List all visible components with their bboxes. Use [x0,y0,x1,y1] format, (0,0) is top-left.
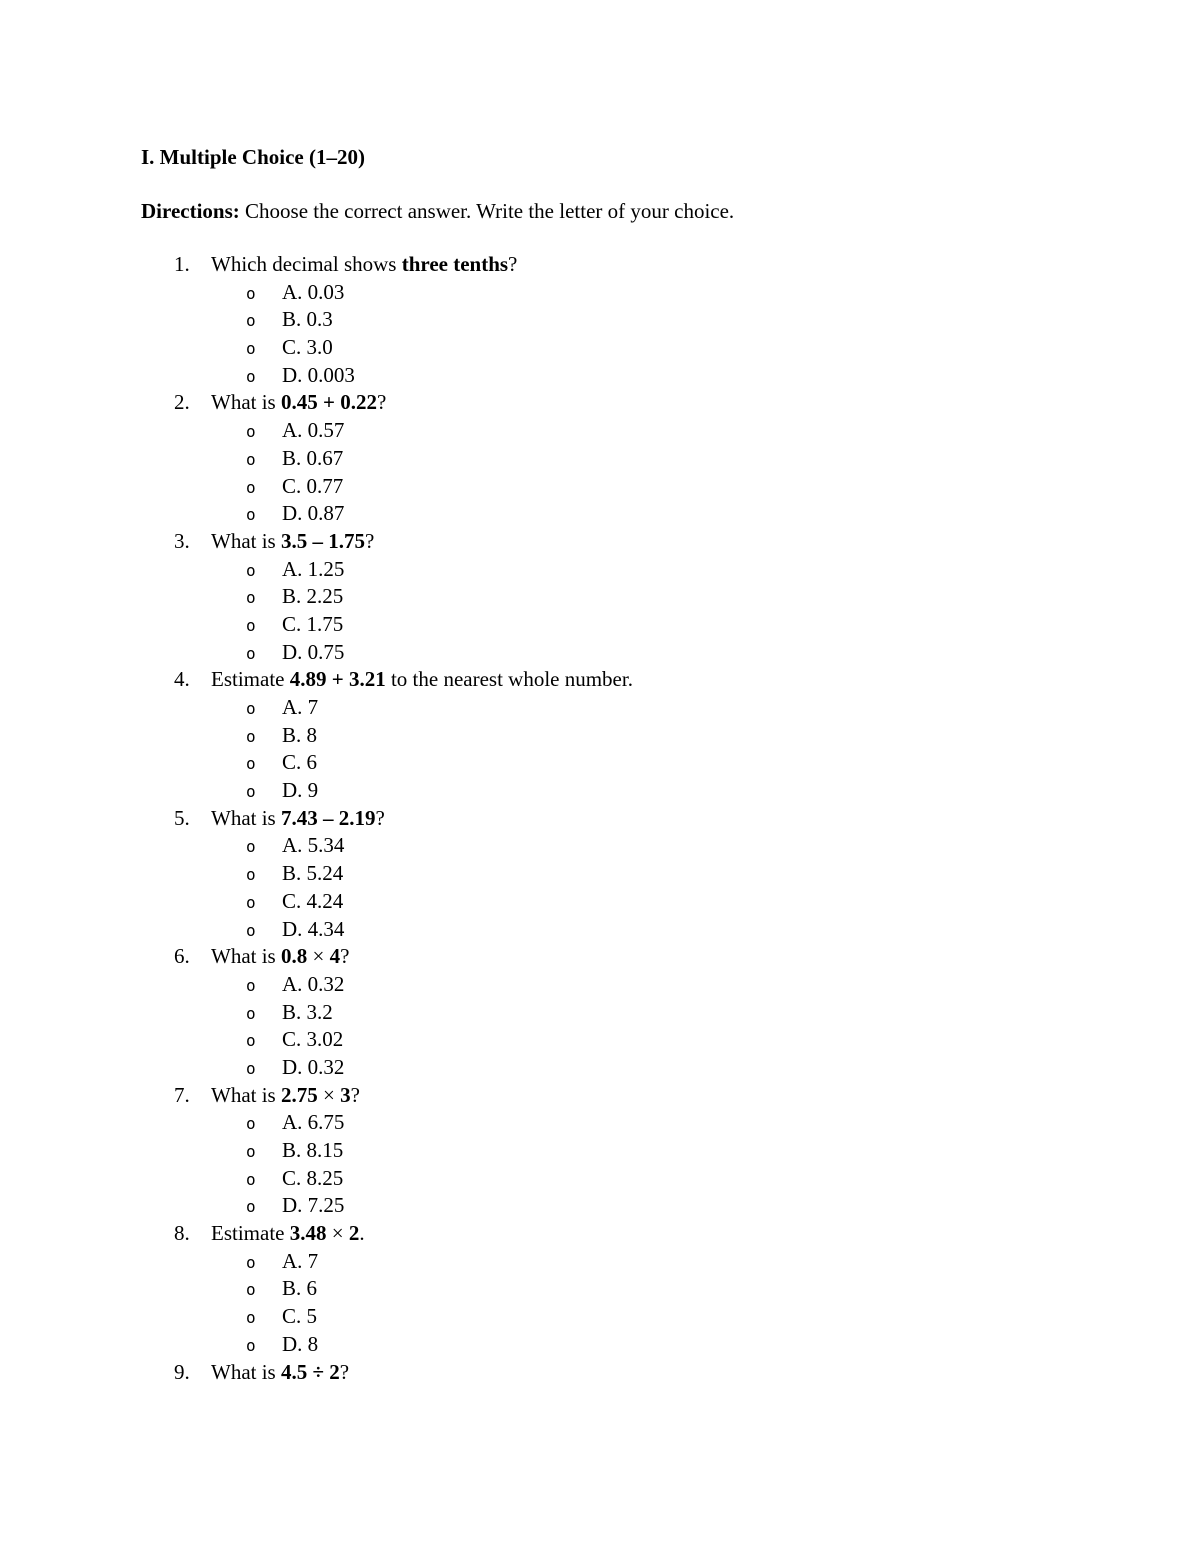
question-item [0,389,1200,527]
answer-option [0,1303,1200,1331]
question-text-part: What is [211,1082,281,1107]
answer-option [0,500,1200,528]
answer-option [0,1109,1200,1137]
answer-option-text: B. 3.2 [282,999,333,1024]
answer-option [0,749,1200,777]
question-line [0,943,1200,971]
question-text [211,943,349,971]
question-text-part: ? [364,528,375,553]
answer-option-text: D. 7.25 [282,1193,345,1218]
question-item [0,666,1200,804]
question-line [0,1359,1200,1387]
circle-bullet-icon: o [246,643,256,663]
question-text [211,389,386,417]
answer-option-text: A. 5.34 [282,833,345,858]
question-text-part: ? [375,805,385,830]
question-number: 7. [174,1082,190,1107]
answer-option-text: D. 0.32 [282,1054,345,1079]
answer-option [0,611,1200,639]
question-emphasis: three tenths [401,252,509,276]
circle-bullet-icon: o [246,477,256,497]
answer-option-text: B. 8.15 [282,1138,344,1162]
question-text-part: ? [350,1082,360,1107]
question-text-part: × [317,1082,341,1107]
answer-option [0,639,1200,667]
question-text [211,666,633,694]
question-number: 8. [174,1221,190,1246]
question-number: 5. [174,805,190,830]
answer-option [0,417,1200,445]
answer-option [0,1331,1200,1359]
answer-option [0,832,1200,860]
question-text-part: × [307,944,330,969]
answer-option-text: B. 8 [282,722,318,747]
circle-bullet-icon: o [246,339,256,359]
answer-option-text: A. 0.57 [282,418,345,443]
answer-option [0,999,1200,1027]
circle-bullet-icon: o [246,699,256,718]
answer-option-text: C. 3.0 [282,335,333,360]
question-number: 1. [174,252,190,276]
question-emphasis: 3 [340,1082,351,1107]
question-emphasis: 0.45 + 0.22 [280,390,377,415]
question-emphasis: 4.5 ÷ 2 [280,1359,340,1384]
answer-option-text: A. 7 [282,695,319,719]
answer-option [0,362,1200,390]
answer-option [0,1275,1200,1303]
question-line [0,389,1200,417]
answer-option-text: D. 8 [282,1331,319,1356]
circle-bullet-icon: o [246,1252,256,1272]
question-text-part: Estimate [211,1221,290,1246]
answer-option-text: C. 3.02 [282,1027,344,1052]
question-text-part: What is [211,944,281,969]
question-number: 9. [174,1359,190,1384]
answer-option [0,1054,1200,1082]
answer-option-text: A. 7 [282,1248,319,1273]
answer-option-text: C. 1.75 [282,611,344,636]
question-item [0,528,1200,666]
answer-option-text: D. 0.87 [282,501,345,526]
question-text [211,1220,365,1248]
answer-option [0,1192,1200,1220]
question-item [0,1359,1200,1387]
question-text-part: ? [340,944,350,969]
answer-option [0,722,1200,750]
circle-bullet-icon: o [246,1114,256,1134]
circle-bullet-icon: o [246,449,256,469]
question-line [0,251,1200,279]
directions-label: Directions: [141,199,240,223]
circle-bullet-icon: o [246,283,256,303]
question-text [211,805,385,833]
answer-option-text: B. 5.24 [282,861,344,886]
question-text-part: What is [211,1359,281,1384]
circle-bullet-icon: o [246,837,256,857]
answer-option-text: D. 0.003 [282,362,355,387]
circle-bullet-icon: o [246,366,256,386]
answer-option [0,334,1200,362]
answer-option-text: B. 0.3 [282,307,333,332]
circle-bullet-icon: o [246,892,256,912]
question-line [0,805,1200,833]
question-text [211,1082,360,1110]
question-line [0,1220,1200,1248]
circle-bullet-icon: o [246,1142,256,1161]
question-text-part: ? [376,390,387,415]
question-text [211,251,517,279]
answer-option-text: B. 6 [282,1276,318,1301]
question-emphasis: 3.48 [289,1221,327,1246]
circle-bullet-icon: o [246,422,256,442]
circle-bullet-icon: o [246,754,256,774]
answer-option-text: C. 4.24 [282,888,344,913]
answer-option-text: D. 0.75 [282,639,345,664]
circle-bullet-icon: o [246,920,256,940]
question-item [0,1220,1200,1358]
answer-option-text: A. 0.32 [282,971,345,996]
circle-bullet-icon: o [246,975,256,995]
circle-bullet-icon: o [246,1280,256,1300]
question-text-part: × [326,1221,349,1246]
question-emphasis: 4 [329,944,341,969]
answer-option [0,279,1200,307]
question-number: 4. [174,667,190,692]
question-text-part: Which decimal shows [211,252,402,276]
answer-option [0,888,1200,916]
answer-option-text: D. 4.34 [282,916,345,941]
circle-bullet-icon: o [246,1169,256,1189]
circle-bullet-icon: o [246,1197,256,1217]
question-emphasis: 2 [348,1221,360,1246]
circle-bullet-icon: o [246,1003,256,1023]
question-number: 3. [174,528,190,553]
circle-bullet-icon: o [246,505,256,525]
question-list [0,251,1200,1386]
circle-bullet-icon: o [246,1308,256,1328]
answer-option [0,971,1200,999]
question-text-part: . [359,1221,365,1246]
question-item [0,943,1200,1081]
question-line [0,666,1200,694]
question-item [0,805,1200,943]
question-text-part: What is [211,528,281,553]
question-emphasis: 7.43 – 2.19 [280,805,376,830]
answer-option-text: A. 6.75 [282,1110,345,1135]
circle-bullet-icon: o [246,1335,256,1355]
answer-option [0,473,1200,501]
section-title: I. Multiple Choice (1–20) [141,145,365,169]
answer-option [0,583,1200,611]
answer-option [0,860,1200,888]
answer-option [0,694,1200,722]
answer-option [0,1137,1200,1165]
circle-bullet-icon: o [246,782,256,802]
question-text-part: ? [508,252,518,276]
question-text-part: Estimate [211,667,290,692]
circle-bullet-icon: o [246,726,256,746]
answer-option-text: D. 9 [282,778,319,803]
answer-option-text: C. 0.77 [282,473,344,498]
question-item [0,1082,1200,1220]
question-number: 2. [174,390,190,415]
circle-bullet-icon: o [246,1058,256,1078]
circle-bullet-icon: o [246,560,256,580]
answer-option [0,777,1200,805]
answer-option [0,1026,1200,1054]
question-text-part: What is [211,805,281,830]
circle-bullet-icon: o [246,588,256,608]
question-text [211,528,374,556]
directions-text: Choose the correct answer. Write the letter of your choice. [239,199,735,223]
answer-option-text: B. 0.67 [282,445,344,470]
answer-option-text: C. 8.25 [282,1165,344,1190]
question-text-part: ? [339,1359,350,1384]
question-text-part: to the nearest whole number. [385,667,633,692]
answer-option-text: C. 6 [282,750,318,775]
answer-option-text: C. 5 [282,1304,318,1329]
answer-option [0,556,1200,584]
answer-option [0,445,1200,473]
question-line [0,528,1200,556]
answer-option-text: A. 1.25 [282,556,345,581]
answer-option [0,1248,1200,1276]
question-emphasis: 3.5 – 1.75 [280,528,365,553]
answer-option-text: A. 0.03 [282,279,345,304]
circle-bullet-icon: o [246,311,256,331]
question-emphasis: 2.75 [280,1082,318,1107]
question-line [0,1082,1200,1110]
question-text-part: What is [211,390,281,415]
question-number: 6. [174,944,190,969]
answer-option [0,1165,1200,1193]
question-text [211,1359,349,1387]
circle-bullet-icon: o [246,1031,256,1051]
answer-option [0,916,1200,944]
circle-bullet-icon: o [246,865,256,885]
answer-option [0,306,1200,334]
question-emphasis: 4.89 + 3.21 [289,667,386,692]
circle-bullet-icon: o [246,615,256,635]
question-item [0,251,1200,389]
answer-option-text: B. 2.25 [282,584,344,609]
directions [141,197,734,225]
question-emphasis: 0.8 [280,944,308,969]
